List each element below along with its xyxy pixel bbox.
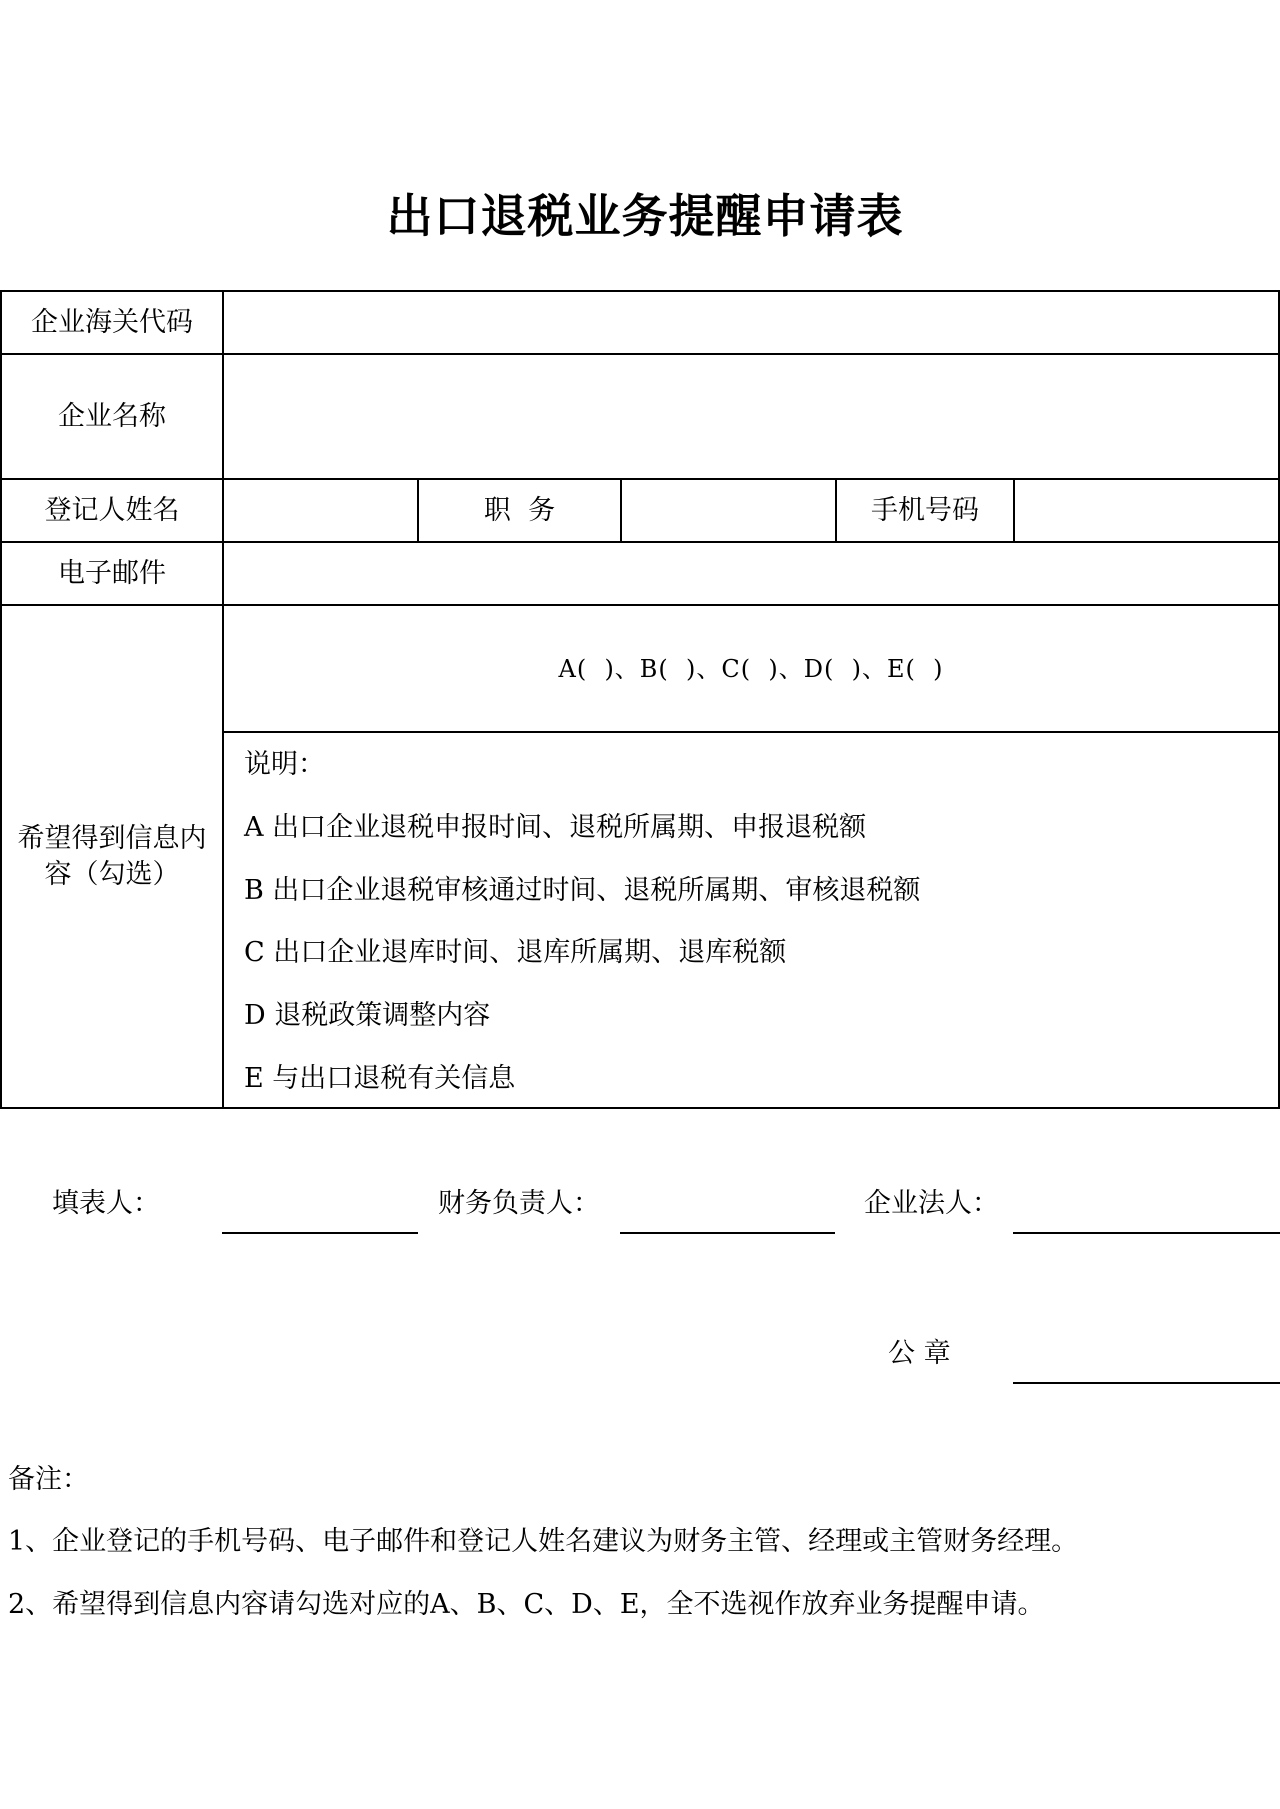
description-heading: 说明： — [244, 749, 325, 780]
filler-signature-line[interactable] — [222, 1232, 418, 1234]
company-seal-label: 公 章 — [888, 1338, 951, 1369]
finance-head-signature-line[interactable] — [620, 1232, 835, 1234]
description-item-b: B 出口企业退税审核通过时间、退税所属期、审核退税额 — [244, 875, 921, 906]
notes-heading: 备注： — [8, 1464, 89, 1495]
filler-label: 填表人： — [52, 1188, 160, 1219]
customs-code-input[interactable] — [222, 290, 1280, 355]
note-item-1: 1、企业登记的手机号码、电子邮件和登记人姓名建议为财务主管、经理或主管财务经理。 — [8, 1526, 1079, 1557]
position-label: 职 务 — [417, 478, 622, 543]
position-input[interactable] — [620, 478, 837, 543]
description-item-e: E 与出口退税有关信息 — [244, 1063, 516, 1094]
legal-rep-signature-line[interactable] — [1013, 1232, 1280, 1234]
company-seal-line[interactable] — [1013, 1382, 1280, 1384]
company-name-label: 企业名称 — [0, 353, 224, 480]
finance-head-label: 财务负责人： — [438, 1188, 600, 1219]
info-content-label: 希望得到信息内容（勾选） — [0, 604, 224, 1109]
registrant-input[interactable] — [222, 478, 419, 543]
mobile-label: 手机号码 — [835, 478, 1015, 543]
page-title: 出口退税业务提醒申请表 — [386, 189, 904, 243]
description-item-a: A 出口企业退税申报时间、退税所属期、申报退税额 — [244, 812, 867, 843]
email-input[interactable] — [222, 541, 1280, 606]
mobile-input[interactable] — [1013, 478, 1280, 543]
description-item-c: C 出口企业退库时间、退库所属期、退库税额 — [244, 937, 787, 968]
registrant-label: 登记人姓名 — [0, 478, 224, 543]
company-name-input[interactable] — [222, 353, 1280, 480]
email-label: 电子邮件 — [0, 541, 224, 606]
note-item-2: 2、希望得到信息内容请勾选对应的A、B、C、D、E，全不选视作放弃业务提醒申请。 — [8, 1589, 1045, 1620]
info-options-checkboxes[interactable]: A( )、B( )、C( )、D( )、E( ) — [222, 604, 1280, 733]
description-item-d: D 退税政策调整内容 — [244, 1000, 491, 1031]
customs-code-label: 企业海关代码 — [0, 290, 224, 355]
description-box — [222, 731, 1280, 1109]
legal-rep-label: 企业法人： — [864, 1188, 999, 1219]
